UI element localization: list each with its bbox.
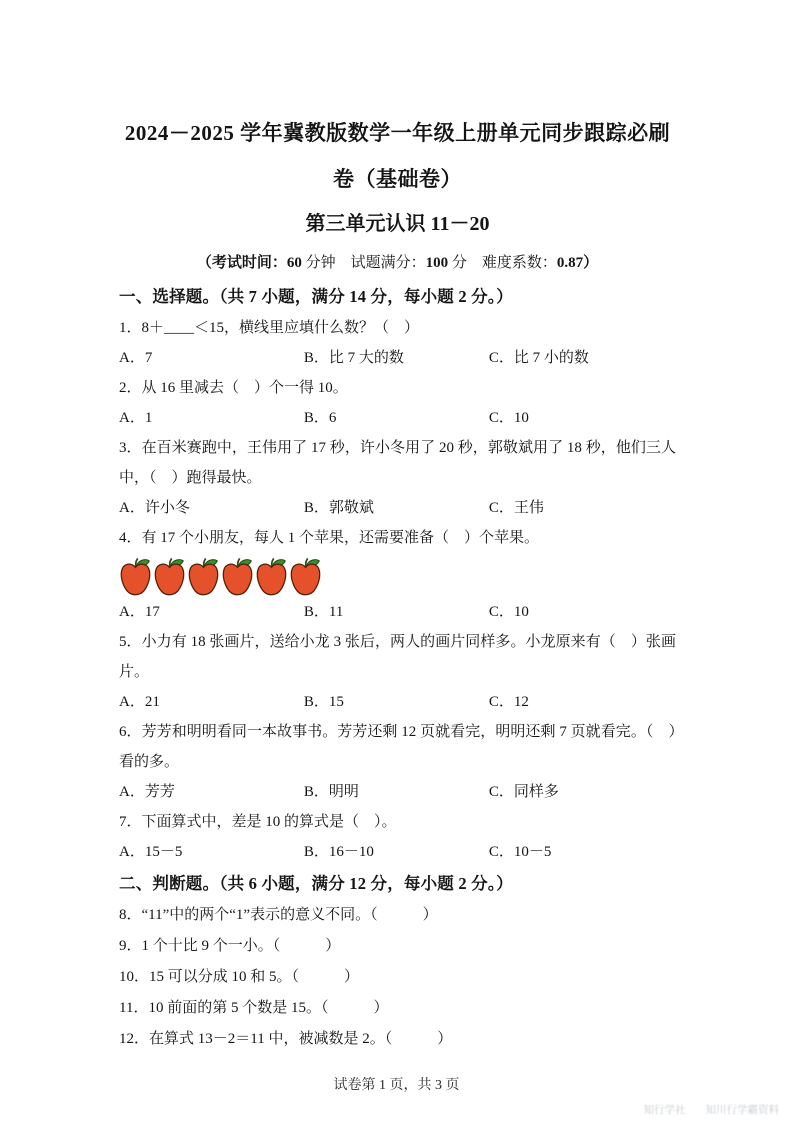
options-row [119,777,676,807]
meta-segment: （考试时间： [196,255,287,271]
options-row [119,597,676,627]
apple-icon [221,557,254,597]
question-text: 7．下面算式中，差是 10 的算式是（ ）。 [119,814,397,830]
option-b: B．11 [303,604,344,620]
question-text: 3．在百米赛跑中，王伟用了 17 秒，许小冬用了 20 秒，郭敬斌用了 18 秒，他们三人中，（ ）跑得最快。 [119,440,676,486]
question-text: 4．有 17 个小朋友，每人 1 个苹果，还需要准备（ ）个苹果。 [119,530,540,546]
watermark-left: 知行学社 [643,1104,686,1116]
exam-meta [119,246,676,280]
meta-segment: 100 [425,255,449,271]
option-b: B．15 [303,694,344,710]
section-1 [119,280,676,867]
section-2 [119,867,676,1055]
watermark [644,1102,780,1117]
options-row [119,837,676,867]
exam-title-line2: 卷（基础卷） [333,167,462,191]
option-a: A．17 [119,604,160,620]
apple-icon [119,557,152,597]
option-c: C．同样多 [488,784,559,800]
option-c: C．12 [488,694,529,710]
meta-segment: 0.87 [556,255,584,271]
option-a: A．1 [119,410,153,426]
question-text: 5．小力有 18 张画片，送给小龙 3 张后，两人的画片同样多。小龙原来有（ ）张画片。 [119,634,676,680]
apples-image-row [119,554,676,597]
page-footer: 试卷第 1 页，共 3 页 [333,1078,460,1093]
options-row [119,493,676,523]
option-c: C．比 7 小的数 [488,350,589,366]
apple-icon [153,557,186,597]
question-text: 6．芳芳和明明看同一本故事书。芳芳还剩 12 页就看完，明明还剩 7 页就看完。（ ）看的多。 [119,724,676,770]
options-row [119,687,676,717]
option-b: B．16－10 [303,844,374,860]
question-text: 9．1 个十比 9 个一小。（ ） [119,938,341,954]
options-row [119,343,676,373]
option-c: C．10－5 [488,844,552,860]
exam-title [119,110,676,202]
question-text: 11．10 前面的第 5 个数是 15。（ ） [119,1000,389,1016]
option-a: A．许小冬 [119,500,190,516]
option-a: A．15－5 [119,844,183,860]
question-text: 2．从 16 里减去（ ）个一得 10。 [119,380,348,396]
question-text: 1．8＋____＜15，横线里应填什么数？（ ） [119,320,420,336]
section-heading: 一、选择题。（共 7 小题，满分 14 分，每小题 2 分。） [119,287,513,306]
question-text: 12．在算式 13－2＝11 中，被减数是 2。（ ） [119,1031,453,1047]
meta-segment: 分钟 试题满分： [301,255,426,271]
meta-segment: 60 [286,255,302,271]
question-text: 8．“11”中的两个“1”表示的意义不同。（ ） [119,907,438,923]
option-a: A．7 [119,350,153,366]
meta-segment: ） [583,255,599,271]
question-sections [119,280,676,1055]
option-b: B．6 [303,410,337,426]
options-row [119,403,676,433]
option-a: A．21 [119,694,160,710]
option-c: C．10 [488,410,529,426]
apple-icon [255,557,288,597]
meta-segment: 分 难度系数： [448,255,557,271]
option-b: B．明明 [303,784,359,800]
section-heading: 二、判断题。（共 6 小题，满分 12 分，每小题 2 分。） [119,874,513,893]
option-c: C．10 [488,604,529,620]
option-b: B．比 7 大的数 [303,350,404,366]
question-text: 10．15 可以分成 10 和 5。（ ） [119,969,360,985]
exam-content [119,110,676,1055]
option-a: A．芳芳 [119,784,175,800]
unit-title: 第三单元认识 11－20 [305,213,490,235]
apple-icon [187,557,220,597]
watermark-right: 知川行学霸资料 [705,1104,779,1116]
option-c: C．王伟 [488,500,544,516]
exam-title-line1: 2024－2025 学年冀教版数学一年级上册单元同步跟踪必刷 [124,121,671,145]
apple-icon [289,557,322,597]
option-b: B．郭敬斌 [303,500,374,516]
